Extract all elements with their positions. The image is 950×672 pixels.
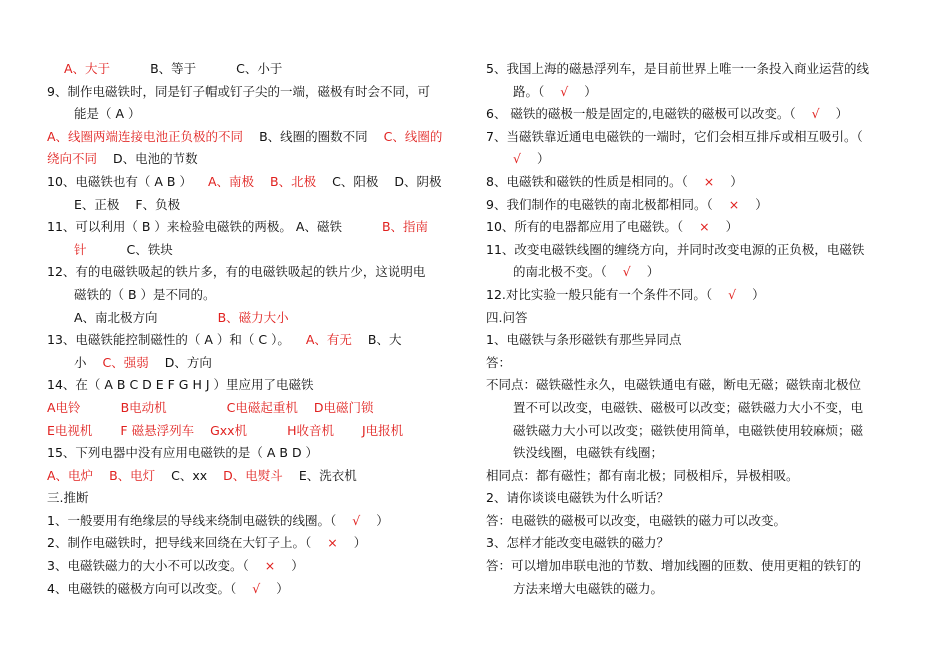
left-column [47,58,467,600]
judge-5-cont [486,81,911,104]
judge-9-text: 9、我们制作的电磁铁的南北极都相同。（ [486,196,713,212]
check-mark: √ [811,106,820,122]
judge-3-text: 3、电磁铁磁力的大小不可以改变。（ [47,558,249,574]
q12-stem-cont: 磁铁的（ B ）是不同的。 [74,286,216,302]
judge-2 [47,532,467,555]
q8-option-c: C、小于 [236,61,283,76]
q9-option-d: D、电池的节数 [113,151,198,167]
qa-1-differences-cont: 铁没线圈，电磁铁有线圈； [513,445,664,461]
judge-4 [47,578,467,601]
qa-1-differences: 不同点：磁铁磁性永久，电磁铁通电有磁，断电无磁；磁铁南北极位 [486,377,862,393]
judge-11-cont [486,261,911,284]
q11-option-c: C、铁块 [126,241,173,257]
q15-options [47,465,467,488]
judge-5-end: ） [584,83,597,99]
judge-8 [486,171,911,194]
judge-8-text: 8、电磁铁和磁铁的性质是相同的。（ [486,173,688,189]
q10-stem-text: 10、电磁铁也有（ A B ） [47,173,192,189]
qa-1-question: 1、电磁铁与条形磁铁有那些异同点 [486,332,682,348]
q10-option-e: E、正极 [74,196,120,212]
section-4-heading: 四.问答 [486,309,528,325]
q14-stem: 14、在（ A B C D E F G H J ）里应用了电磁铁 [47,377,314,393]
q12-stem: 12、有的电磁铁吸起的铁片多，有的电磁铁吸起的铁片少，这说明电 [47,264,426,280]
q8-option-a: A、大于 [64,61,111,76]
q10-option-d: D、阴极 [394,173,442,189]
q12-option-b: B、磁力大小 [217,309,289,325]
check-mark: √ [513,151,521,167]
q9-options [47,126,467,149]
qa-2-answer: 答：电磁铁的磁极可以改变，电磁铁的磁力可以改变。 [486,512,787,528]
q11-options-cont [47,239,467,262]
q14-option-b: B电动机 [120,399,167,415]
q15-option-d: D、电熨斗 [223,467,283,483]
q8-options [47,58,467,81]
q9-option-b: B、线圈的圈数不同 [259,128,368,144]
q10-option-f: F、负极 [135,196,181,212]
judge-5-text: 路。（ [513,83,545,99]
q10-option-a: A、南极 [207,173,255,189]
check-mark: √ [252,580,261,596]
cross-mark: × [703,173,715,189]
judge-2-end: ） [353,535,367,551]
qa-2-question: 2、请你谈谈电磁铁为什么听话？ [486,490,669,506]
q12-options [47,307,467,330]
q13-option-b: B、大 [367,332,402,348]
judge-1-text: 1、一般要用有绝缘层的导线来绕制电磁铁的线圈。（ [47,512,337,528]
judge-12-text: 12.对比实验一般只能有一个条件不同。（ [486,286,713,302]
q11-stem-text: 11、可以利用（ B ）来检验电磁铁的两极。 A、磁铁 [47,219,342,235]
judge-9-end: ） [755,196,768,212]
judge-3-end: ） [291,558,304,574]
q13-option-a: A、有无 [305,332,352,348]
q10-option-c: C、阳极 [332,173,379,189]
section-3-heading: 三.推断 [47,490,89,506]
qa-1-similarities: 相同点：都有磁性；都有南北极；同极相斥，异极相吸。 [486,467,799,483]
q10-options-cont [47,194,467,217]
q10-stem [47,171,467,194]
q8-option-b: B、等于 [150,61,197,76]
q14-option-a: A电铃 [47,399,81,415]
q14-option-d: D电磁门锁 [313,399,374,415]
q14-option-c: C电磁起重机 [226,399,298,415]
judge-11-text: 的南北极不变。（ [513,264,607,280]
q11-option-b: B、指南 [381,219,429,235]
q14-option-j: J电报机 [361,422,404,438]
judge-6 [486,103,911,126]
q13-option-c: C、强弱 [102,354,149,370]
q14-options-cont [47,420,467,443]
judge-12 [486,284,911,307]
judge-8-end: ） [730,173,743,189]
q11-stem [47,216,467,239]
q13-stem-text: 13、电磁铁能控制磁性的（ A ）和（ C ）。 [47,332,290,348]
judge-11: 11、改变电磁铁线圈的缠绕方向，并同时改变电源的正负极，电磁铁 [486,241,865,257]
check-mark: √ [352,512,361,528]
check-mark: √ [622,264,631,280]
judge-11-end: ） [646,264,660,280]
check-mark: √ [728,286,737,302]
q9-option-a: A、线圈两端连接电池正负极的不同 [47,128,244,144]
judge-12-end: ） [752,286,765,302]
judge-10-end: ） [725,219,739,235]
judge-10 [486,216,911,239]
q15-option-a: A、电炉 [47,467,94,483]
cross-mark: × [728,196,740,212]
q12-option-a: A、南北极方向 [74,309,158,325]
judge-9 [486,194,911,217]
q15-stem: 15、下列电器中没有应用电磁铁的是（ A B D ） [47,445,319,461]
q11-option-b-cont: 针 [74,241,87,257]
qa-1-differences-cont: 置不可以改变，电磁铁、磁极可以改变；磁铁磁力大小不变，电 [513,399,864,415]
q13-option-b-cont: 小 [74,354,87,370]
q15-option-b: B、电灯 [109,467,156,483]
q14-options [47,397,467,420]
q14-option-g: Gxx机 [210,422,248,438]
q10-option-b: B、北极 [270,173,317,189]
judge-7-end: ） [536,151,550,167]
q14-option-h: H收音机 [287,422,334,438]
q14-option-e: E电视机 [47,422,93,438]
cross-mark: × [264,558,276,574]
q13-option-d: D、方向 [164,354,212,370]
q15-option-c: C、xx [171,467,208,483]
judge-4-end: ） [276,580,289,596]
judge-4-text: 4、电磁铁的磁极方向可以改变。（ [47,580,237,596]
judge-10-text: 10、所有的电器都应用了电磁铁。（ [486,219,684,235]
q9-options-cont [47,148,467,171]
judge-7: 7、当磁铁靠近通电电磁铁的一端时，它们会相互排斥或相互吸引。（ [486,128,863,144]
judge-6-text: 6、 磁铁的磁极一般是固定的,电磁铁的磁极可以改变。（ [486,106,796,122]
q13-stem [47,329,467,352]
qa-3-answer-cont: 方法来增大电磁铁的磁力。 [513,580,664,596]
judge-5: 5、我国上海的磁悬浮列车，是目前世界上唯一一条投入商业运营的线 [486,61,869,76]
judge-1-end: ） [376,512,389,528]
cross-mark: × [327,535,338,551]
q13-options-cont [47,352,467,375]
judge-7-cont [486,148,911,171]
qa-1-differences-cont: 磁铁磁力大小可以改变；磁铁使用简单，电磁铁使用较麻烦；磁 [513,422,864,438]
judge-3 [47,555,467,578]
qa-3-answer: 答：可以增加串联电池的节数、增加线圈的匝数、使用更粗的铁钉的 [486,558,862,574]
q9-stem-cont: 能是（ A ） [74,106,141,122]
q15-option-e: E、洗衣机 [298,467,357,483]
judge-6-end: ） [835,106,849,122]
q9-stem: 9、制作电磁铁时，同是钉子帽或钉子尖的一端，磁极有时会不同，可 [47,83,430,99]
cross-mark: × [699,219,710,235]
q9-option-c: C、线圈的 [383,128,443,144]
q9-option-c-cont: 绕向不同 [47,151,98,167]
judge-1 [47,510,467,533]
judge-2-text: 2、制作电磁铁时，把导线来回绕在大钉子上。（ [47,535,312,551]
qa-1-answer-label: 答： [486,354,512,370]
right-column [486,58,911,600]
qa-3-question: 3、怎样才能改变电磁铁的磁力？ [486,535,669,551]
q14-option-f: F 磁悬浮列车 [120,422,195,438]
check-mark: √ [560,83,569,99]
